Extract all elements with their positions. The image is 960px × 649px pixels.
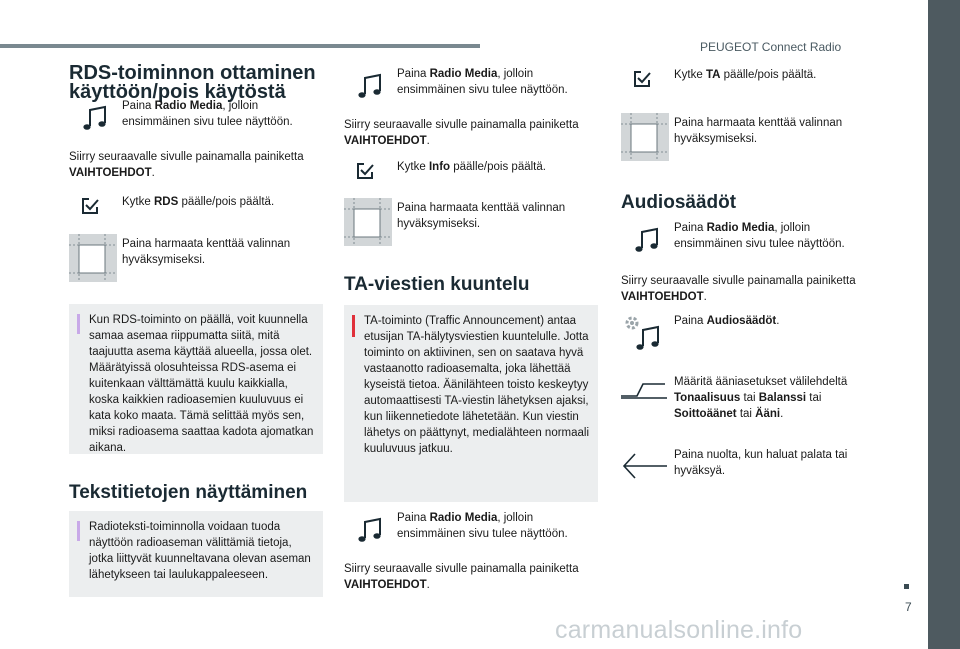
info-marker <box>77 314 80 334</box>
step-text: Kytke Info päälle/pois päältä. <box>397 161 546 173</box>
note-text: TA-toiminto (Traffic Announcement) antaa etusijan TA-hälytysviestien kuuntelulle. Jotta toiminto on aktiivinen, sen on saatava hyvä vastaanotto radioasemalta, joka lähettää kyseistä tietoa. Äänilähteen toisto keskeytyy automaattisesti TA-viestin lähetyksen ajaksi, kun liikennetiedote lähetetään. Kun viestin lähetys on päättynyt, medialähteen normaali kuuluvuus jatkuu. <box>364 315 590 455</box>
warning-note-ta <box>344 305 598 502</box>
paragraph-options-2: Siirry seuraavalle sivulle painamalla painiketta VAIHTOEHDOT. <box>344 563 579 591</box>
checkbox-icon <box>344 156 392 204</box>
page-number: 7 <box>905 600 912 614</box>
music-settings-icon <box>621 310 669 358</box>
music-note-icon <box>344 66 392 114</box>
info-note-radiotext <box>69 511 323 597</box>
step-text: Paina Audiosäädöt. <box>674 315 780 327</box>
music-note-icon <box>344 510 392 558</box>
step-text: Paina nuolta, kun haluat palata tai hyväksyä. <box>674 449 848 477</box>
paragraph-options: Siirry seuraavalle sivulle painamalla painiketta VAIHTOEHDOT. <box>621 275 856 303</box>
section-title-ta: TA-viestien kuuntelu <box>344 274 530 295</box>
music-note-icon <box>69 98 117 146</box>
paragraph-options: Siirry seuraavalle sivulle painamalla painiketta VAIHTOEHDOT. <box>344 119 579 147</box>
back-arrow-icon <box>621 444 669 492</box>
page-marker <box>904 584 909 589</box>
step-text: Kytke TA päälle/pois päältä. <box>674 69 817 81</box>
step-text: Paina Radio Media, jolloin ensimmäinen sivu tulee näyttöön. <box>674 222 845 250</box>
checkbox-icon <box>69 191 117 239</box>
section-title-audio: Audiosäädöt <box>621 192 737 213</box>
header-title: PEUGEOT Connect Radio <box>700 40 842 54</box>
step-text: Paina harmaata kenttää valinnan hyväksymiseksi. <box>122 238 291 266</box>
step-text: Paina harmaata kenttää valinnan hyväksymiseksi. <box>397 202 566 230</box>
section-title-rds: RDS-toiminnon ottaminen käyttöön/pois käytöstä <box>69 62 316 103</box>
header-rule <box>0 44 480 48</box>
warning-marker <box>352 315 355 337</box>
grey-field-icon <box>344 198 392 246</box>
step-text: Kytke RDS päälle/pois päältä. <box>122 196 275 208</box>
step-text: Määritä ääniasetukset välilehdeltä Tonaalisuus tai Balanssi tai Soittoäänet tai Ääni. <box>674 376 848 420</box>
paragraph-options: Siirry seuraavalle sivulle painamalla painiketta VAIHTOEHDOT. <box>69 151 304 179</box>
info-marker <box>77 521 80 541</box>
side-bar <box>928 0 960 649</box>
music-note-icon <box>621 220 669 268</box>
step-text: Paina Radio Media, jolloin ensimmäinen sivu tulee näyttöön. <box>397 512 568 540</box>
grey-field-icon <box>621 113 669 161</box>
tab-icon <box>621 372 669 420</box>
watermark: carmanualsonline.info <box>555 616 803 644</box>
grey-field-icon <box>69 234 117 282</box>
note-text: Radioteksti-toiminnolla voidaan tuoda näyttöön radioaseman välittämiä tietoja, jotka liittyvät kuunneltavana olevan aseman lähetykseen tai laulukappaleeseen. <box>89 521 311 581</box>
info-note-rds <box>69 304 323 454</box>
step-text: Paina Radio Media, jolloin ensimmäinen sivu tulee näyttöön. <box>397 68 568 96</box>
section-title-text-info: Tekstitietojen näyttäminen <box>69 482 308 503</box>
checkbox-icon <box>621 64 669 112</box>
step-text: Paina harmaata kenttää valinnan hyväksymiseksi. <box>674 117 843 145</box>
note-text: Kun RDS-toiminto on päällä, voit kuunnella samaa asemaa riippumatta siitä, mitä taajuutta asema käyttää alueella, jossa olet. Määrätyissä olosuhteissa RDS-asema ei kuitenkaan välttämättä kuulu kaikkialla, koska kaikkien radioasemien kuuluvuus ei kata koko maata. Tämä selittää myös sen, miksi radioasema saattaa kadota ajomatkan aikana. <box>89 314 314 454</box>
step-text: Paina Radio Media, jolloin ensimmäinen sivu tulee näyttöön. <box>122 100 293 128</box>
